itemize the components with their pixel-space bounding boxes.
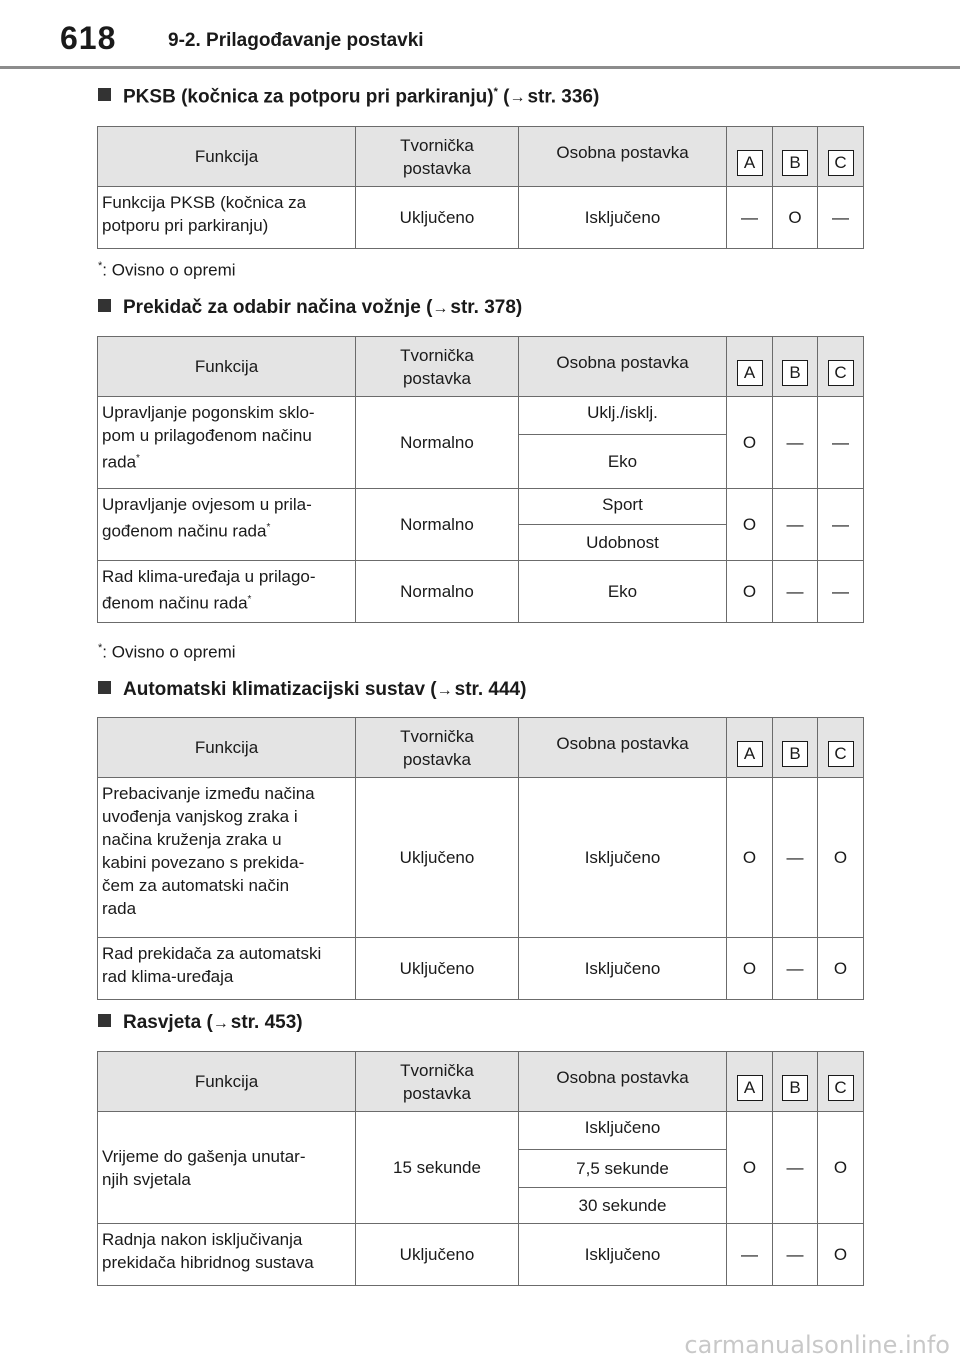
a-cell: O (727, 778, 773, 938)
factory-cell: Uključeno (356, 938, 519, 1000)
section-heading-lighting: Rasvjeta (→ str. 453) (98, 1012, 303, 1034)
personal-option-cell: 7,5 sekunde (519, 1150, 727, 1188)
a-cell: — (727, 1224, 773, 1286)
footnote: *: Ovisno o opremi (98, 260, 236, 280)
function-cell: Rad prekidača za automatski rad klima-uređaja (98, 938, 356, 1000)
column-header-c: C (818, 718, 864, 778)
square-bullet-icon (98, 1014, 111, 1027)
settings-table-lighting (97, 1051, 864, 1286)
column-header-c: C (818, 1052, 864, 1112)
b-cell: — (773, 561, 818, 623)
column-header-a: A (727, 337, 773, 397)
function-cell: Vrijeme do gašenja unutar- njih svjetala (98, 1112, 356, 1224)
c-cell: — (818, 489, 864, 561)
column-header-a: A (727, 718, 773, 778)
table-row (98, 489, 864, 525)
function-cell: Funkcija PKSB (kočnica za potporu pri parkiranju) (98, 187, 356, 249)
column-header-b: B (773, 127, 818, 187)
column-header-function: Funkcija (98, 337, 356, 397)
table-row (98, 778, 864, 938)
header-divider (0, 66, 960, 69)
arrow-right-icon: → (212, 1015, 229, 1032)
table-header-row (98, 337, 864, 397)
personal-option-cell: Sport (519, 489, 727, 525)
personal-cell: Isključeno (519, 187, 727, 249)
square-bullet-icon (98, 88, 111, 101)
a-cell: — (727, 187, 773, 249)
function-cell: Upravljanje pogonskim sklo- pom u prilagođenom načinu rada* (98, 397, 356, 489)
section-heading-climate: Automatski klimatizacijski sustav (→ str. 444) (98, 679, 526, 701)
column-header-personal: Osobna postavka (519, 337, 727, 397)
function-cell: Radnja nakon isključivanja prekidača hibridnog sustava (98, 1224, 356, 1286)
column-header-function: Funkcija (98, 127, 356, 187)
a-cell: O (727, 561, 773, 623)
arrow-right-icon: → (436, 682, 453, 699)
c-cell: O (818, 938, 864, 1000)
personal-cell: Isključeno (519, 1224, 727, 1286)
column-header-a: A (727, 127, 773, 187)
column-header-personal: Osobna postavka (519, 1052, 727, 1112)
table-row (98, 938, 864, 1000)
a-cell: O (727, 397, 773, 489)
factory-cell: Normalno (356, 561, 519, 623)
c-cell: — (818, 187, 864, 249)
column-header-c: C (818, 337, 864, 397)
column-header-personal: Osobna postavka (519, 127, 727, 187)
c-cell: — (818, 397, 864, 489)
personal-option-cell: Isključeno (519, 1112, 727, 1150)
column-header-factory: Tvornička postavka (356, 1052, 519, 1112)
b-cell: — (773, 778, 818, 938)
factory-cell: Uključeno (356, 1224, 519, 1286)
personal-cell: Eko (519, 561, 727, 623)
square-bullet-icon (98, 299, 111, 312)
settings-table-climate (97, 717, 864, 1000)
page-reference-link[interactable]: str. 453) (230, 1012, 303, 1033)
column-header-function: Funkcija (98, 1052, 356, 1112)
c-cell: O (818, 1112, 864, 1224)
b-cell: O (773, 187, 818, 249)
square-bullet-icon (98, 681, 111, 694)
factory-cell: Uključeno (356, 778, 519, 938)
b-cell: — (773, 1112, 818, 1224)
arrow-right-icon: → (432, 300, 449, 317)
function-cell: Rad klima-uređaja u prilago- đenom načinu rada* (98, 561, 356, 623)
section-heading-pksb: PKSB (kočnica za potporu pri parkiranju)* (→ str. 336) (98, 86, 599, 108)
footnote: *: Ovisno o opremi (98, 642, 236, 662)
b-cell: — (773, 938, 818, 1000)
column-header-a: A (727, 1052, 773, 1112)
watermark: carmanualsonline.info (684, 1331, 950, 1359)
personal-cell: Isključeno (519, 938, 727, 1000)
function-cell: Prebacivanje između načina uvođenja vanjskog zraka i načina kruženja zraka u kabini povezano s prekida- čem za automatski način rada (98, 778, 356, 938)
settings-table-drive-mode (97, 336, 864, 623)
column-header-b: B (773, 1052, 818, 1112)
table-header-row (98, 127, 864, 187)
c-cell: O (818, 1224, 864, 1286)
column-header-b: B (773, 337, 818, 397)
personal-option-cell: Udobnost (519, 525, 727, 561)
column-header-factory: Tvornička postavka (356, 718, 519, 778)
settings-table-pksb (97, 126, 864, 249)
table-row (98, 561, 864, 623)
factory-cell: Normalno (356, 489, 519, 561)
column-header-factory: Tvornička postavka (356, 127, 519, 187)
table-row (98, 397, 864, 435)
table-header-row (98, 718, 864, 778)
page-reference-link[interactable]: str. 444) (454, 679, 527, 700)
personal-cell: Isključeno (519, 778, 727, 938)
a-cell: O (727, 938, 773, 1000)
table-header-row (98, 1052, 864, 1112)
a-cell: O (727, 1112, 773, 1224)
page-header (0, 0, 960, 68)
c-cell: — (818, 561, 864, 623)
column-header-b: B (773, 718, 818, 778)
b-cell: — (773, 397, 818, 489)
section-title: 9-2. Prilagođavanje postavki (168, 30, 424, 51)
page-reference-link[interactable]: str. 336) (527, 86, 600, 108)
table-row (98, 1224, 864, 1286)
page-reference-link[interactable]: str. 378) (450, 297, 523, 318)
table-row (98, 187, 864, 249)
c-cell: O (818, 778, 864, 938)
column-header-c: C (818, 127, 864, 187)
b-cell: — (773, 489, 818, 561)
factory-cell: Normalno (356, 397, 519, 489)
personal-option-cell: 30 sekunde (519, 1188, 727, 1224)
factory-cell: 15 sekunde (356, 1112, 519, 1224)
section-heading-drive-mode: Prekidač za odabir načina vožnje (→ str. 378) (98, 297, 522, 319)
personal-option-cell: Eko (519, 435, 727, 489)
factory-cell: Uključeno (356, 187, 519, 249)
a-cell: O (727, 489, 773, 561)
column-header-factory: Tvornička postavka (356, 337, 519, 397)
b-cell: — (773, 1224, 818, 1286)
personal-option-cell: Uklj./isklj. (519, 397, 727, 435)
arrow-right-icon: → (509, 89, 526, 107)
function-cell: Upravljanje ovjesom u prila- gođenom načinu rada* (98, 489, 356, 561)
page-number: 618 (60, 20, 117, 56)
table-row (98, 1112, 864, 1150)
column-header-personal: Osobna postavka (519, 718, 727, 778)
column-header-function: Funkcija (98, 718, 356, 778)
